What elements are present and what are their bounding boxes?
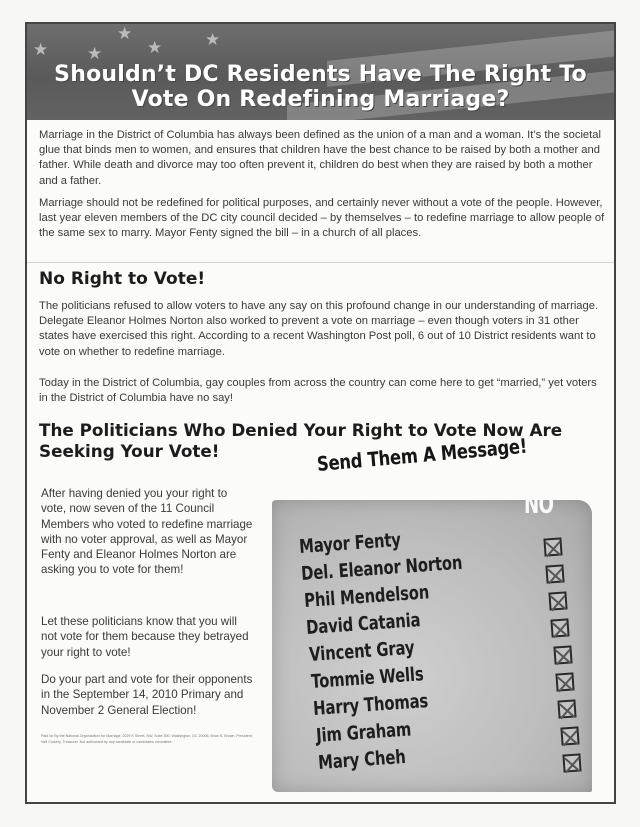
- candidate-name: Mayor Fenty: [298, 528, 402, 558]
- no-right-paragraph-2: Today in the District of Columbia, gay couples from across the country can come here to get “married,” yet voters in the District of Columbia have no say!: [39, 377, 597, 405]
- star-icon: ★: [33, 40, 49, 60]
- no-right-heading: No Right to Vote!: [39, 269, 206, 289]
- candidate-name: Phil Mendelson: [303, 581, 430, 612]
- no-right-paragraph-1: The politicians refused to allow voters to have any say on this profound change in our understanding of marriage. Delegate Eleanor Holmes Norton also worked to prevent a vote on marriage – even though voters in 31 other states have exercised this right. According to a recent Washington Post poll, 6 out of 10 District residents want to vote on whether to redefine marriage.: [39, 300, 599, 358]
- section-divider: [27, 262, 614, 263]
- checked-box-icon[interactable]: [543, 537, 562, 556]
- candidate-name: Del. Eleanor Norton: [300, 551, 464, 585]
- seeking-paragraph-3: Do your part and vote for their opponents in the September 14, 2010 Primary and November 2 General Election!: [41, 673, 253, 717]
- star-icon: ★: [205, 30, 221, 50]
- candidate-name: Harry Thomas: [312, 690, 430, 720]
- star-icon: ★: [87, 44, 103, 64]
- checked-box-icon[interactable]: [546, 564, 565, 583]
- seeking-paragraph-2: Let these politicians know that you will not vote for them because they betrayed your right to vote!: [41, 615, 249, 659]
- checked-box-icon[interactable]: [548, 591, 567, 610]
- star-icon: ★: [117, 24, 133, 44]
- candidate-name: Jim Graham: [315, 718, 412, 747]
- intro-paragraph-2: Marriage should not be redefined for political purposes, and certainly never without a vote of the people. However, last year eleven members of the DC city council decided – by themselves – to redefine marriage to allow people of the same sex to marry. Mayor Fenty signed the bill – in a church of all places.: [39, 197, 605, 240]
- checked-box-icon[interactable]: [558, 699, 577, 718]
- candidate-name: Mary Cheh: [317, 745, 407, 774]
- intro-paragraph-1: Marriage in the District of Columbia has always been defined as the union of a man and a woman. It’s the societal glue that binds men to women, and ensures that children have the best chance to be raised by both a mother and father. While death and divorce may too often prevent it, children do best when they are raised by both a mother and a father.: [39, 129, 601, 187]
- paid-for-disclaimer: Paid for By the National Organization for Marriage, 2029 K Street, NW, Suite 300, Washington, DC 20006, Brian S. Brown, President; Neil Corkery, Treasurer. Not authorized by any candidate or candidates committee.: [41, 734, 253, 744]
- seeking-paragraph-1: After having denied you your right to vote, now seven of the 11 Council Members who voted to redefine marriage with no voter approval, as well as Mayor Fenty and Eleanor Holmes Norton are asking you to vote for them!: [41, 487, 253, 577]
- send-message-title: Send Them A Message!: [315, 433, 528, 476]
- banner-title: Shouldn’t DC Residents Have The Right To Vote On Redefining Marriage?: [54, 62, 587, 112]
- flag-banner: [27, 24, 614, 120]
- candidate-name: Tommie Wells: [310, 663, 425, 693]
- no-column-label: NO: [524, 490, 554, 520]
- checked-box-icon[interactable]: [551, 618, 570, 637]
- star-icon: ★: [147, 38, 163, 58]
- checked-box-icon[interactable]: [560, 726, 579, 745]
- checked-box-icon[interactable]: [563, 753, 582, 772]
- seeking-heading: The Politicians Who Denied Your Right to Vote Now Are Seeking Your Vote!: [39, 420, 563, 461]
- candidate-name: Vincent Gray: [308, 636, 415, 666]
- checked-box-icon[interactable]: [553, 645, 572, 664]
- candidate-name: David Catania: [305, 609, 422, 639]
- checked-box-icon[interactable]: [555, 672, 574, 691]
